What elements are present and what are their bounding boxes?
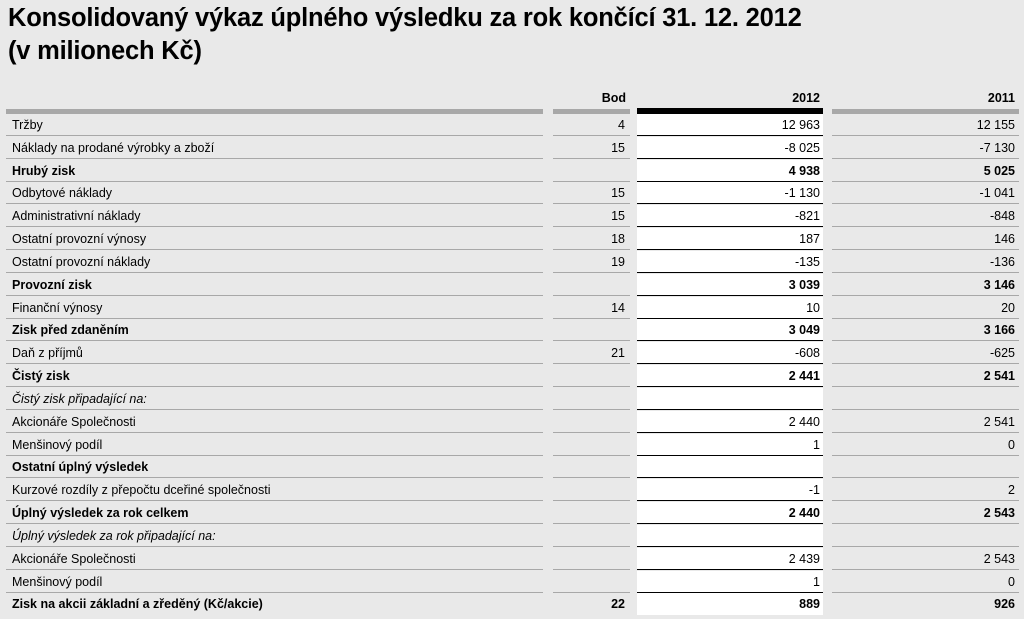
row-value-2011: 0 bbox=[832, 434, 1019, 456]
column-header-bod: Bod bbox=[601, 91, 626, 105]
row-bod: 14 bbox=[553, 297, 630, 319]
row-value-2011 bbox=[832, 388, 1019, 410]
row-label: Náklady na prodané výrobky a zboží bbox=[6, 137, 543, 159]
row-value-2011: 2 543 bbox=[832, 548, 1019, 570]
row-bod: 15 bbox=[553, 205, 630, 227]
row-value-2011 bbox=[832, 456, 1019, 478]
row-value-2012: -1 bbox=[637, 479, 823, 501]
table-row bbox=[0, 593, 1024, 615]
table-row bbox=[0, 479, 1024, 501]
row-value-2012: -135 bbox=[637, 251, 823, 273]
row-value-2011: 3 146 bbox=[832, 274, 1019, 296]
row-label: Akcionáře Společnosti bbox=[6, 411, 543, 433]
row-value-2012: -821 bbox=[637, 205, 823, 227]
row-value-2012: 2 441 bbox=[637, 365, 823, 387]
row-value-2012 bbox=[637, 456, 823, 478]
row-value-2012 bbox=[637, 388, 823, 410]
row-label: Provozní zisk bbox=[6, 274, 543, 296]
table-row bbox=[0, 571, 1024, 593]
row-bod bbox=[553, 502, 630, 524]
table-row bbox=[0, 160, 1024, 182]
row-value-2011: -625 bbox=[832, 342, 1019, 364]
table-row bbox=[0, 342, 1024, 364]
table-row bbox=[0, 525, 1024, 547]
row-label: Zisk na akcii základní a zředěný (Kč/akcie) bbox=[12, 597, 263, 612]
row-bod bbox=[553, 456, 630, 478]
row-bod bbox=[553, 525, 630, 547]
row-bod bbox=[553, 365, 630, 387]
row-value-2011: 2 541 bbox=[832, 411, 1019, 433]
row-value-2012: 3 049 bbox=[637, 319, 823, 341]
row-label: Ostatní provozní náklady bbox=[6, 251, 543, 273]
page-title bbox=[8, 2, 802, 68]
row-label: Finanční výnosy bbox=[6, 297, 543, 319]
row-value-2011: 2 543 bbox=[832, 502, 1019, 524]
row-label: Úplný výsledek za rok připadající na: bbox=[6, 525, 543, 547]
row-bod bbox=[553, 411, 630, 433]
table-row bbox=[0, 182, 1024, 204]
row-bod bbox=[553, 548, 630, 570]
row-value-2011: -136 bbox=[832, 251, 1019, 273]
row-bod: 15 bbox=[553, 182, 630, 204]
row-value-2012 bbox=[637, 525, 823, 547]
row-bod: 15 bbox=[553, 137, 630, 159]
table-row bbox=[0, 548, 1024, 570]
row-bod: 19 bbox=[553, 251, 630, 273]
row-label: Úplný výsledek za rok celkem bbox=[6, 502, 543, 524]
row-bod: 18 bbox=[553, 228, 630, 250]
table-row bbox=[0, 456, 1024, 478]
row-label: Akcionáře Společnosti bbox=[6, 548, 543, 570]
row-value-2012: -608 bbox=[637, 342, 823, 364]
table-row bbox=[0, 434, 1024, 456]
row-value-2011 bbox=[832, 525, 1019, 547]
row-label: Menšinový podíl bbox=[6, 571, 543, 593]
table-row bbox=[0, 228, 1024, 250]
row-bod: 22 bbox=[611, 597, 625, 612]
row-label: Menšinový podíl bbox=[6, 434, 543, 456]
table-row bbox=[0, 411, 1024, 433]
table-row bbox=[0, 205, 1024, 227]
row-bod bbox=[553, 388, 630, 410]
row-value-2012: 2 440 bbox=[637, 502, 823, 524]
row-label: Kurzové rozdíly z přepočtu dceřiné společnosti bbox=[6, 479, 543, 501]
row-bod: 4 bbox=[553, 114, 630, 136]
row-value-2012: 2 439 bbox=[637, 548, 823, 570]
row-value-2011: 20 bbox=[832, 297, 1019, 319]
row-bod bbox=[553, 571, 630, 593]
table-row bbox=[0, 502, 1024, 524]
row-value-2012: 187 bbox=[637, 228, 823, 250]
column-header-2011: 2011 bbox=[987, 91, 1015, 105]
row-label: Ostatní provozní výnosy bbox=[6, 228, 543, 250]
row-value-2012: 1 bbox=[637, 434, 823, 456]
table-row bbox=[0, 137, 1024, 159]
row-value-2011: 3 166 bbox=[832, 319, 1019, 341]
row-bod bbox=[553, 434, 630, 456]
row-bod bbox=[553, 479, 630, 501]
table-row bbox=[0, 297, 1024, 319]
row-value-2011: 926 bbox=[994, 597, 1015, 612]
row-label: Ostatní úplný výsledek bbox=[6, 456, 543, 478]
table-row bbox=[0, 274, 1024, 296]
row-label: Čistý zisk připadající na: bbox=[6, 388, 543, 410]
row-value-2011: 12 155 bbox=[832, 114, 1019, 136]
row-bod bbox=[553, 319, 630, 341]
row-value-2012: -1 130 bbox=[637, 182, 823, 204]
row-label: Hrubý zisk bbox=[6, 160, 543, 182]
table-row bbox=[0, 251, 1024, 273]
row-bod bbox=[553, 274, 630, 296]
row-value-2011: 146 bbox=[832, 228, 1019, 250]
row-label: Daň z příjmů bbox=[6, 342, 543, 364]
row-value-2011: -848 bbox=[832, 205, 1019, 227]
row-value-2012: 1 bbox=[637, 571, 823, 593]
row-label: Tržby bbox=[6, 114, 543, 136]
row-bod bbox=[553, 160, 630, 182]
table-row bbox=[0, 114, 1024, 136]
table-row bbox=[0, 388, 1024, 410]
row-bod: 21 bbox=[553, 342, 630, 364]
row-value-2011: 0 bbox=[832, 571, 1019, 593]
row-value-2011: 2 541 bbox=[832, 365, 1019, 387]
row-value-2011: -7 130 bbox=[832, 137, 1019, 159]
title-line-1: Konsolidovaný výkaz úplného výsledku za rok končící 31. 12. 2012 bbox=[8, 4, 802, 32]
row-value-2012: 2 440 bbox=[637, 411, 823, 433]
column-header-2012: 2012 bbox=[792, 91, 820, 105]
table-row bbox=[0, 319, 1024, 341]
row-label: Odbytové náklady bbox=[6, 182, 543, 204]
table-row bbox=[0, 365, 1024, 387]
row-label: Administrativní náklady bbox=[6, 205, 543, 227]
row-value-2012: 889 bbox=[637, 593, 823, 615]
row-value-2012: 4 938 bbox=[637, 160, 823, 182]
row-value-2012: 12 963 bbox=[637, 114, 823, 136]
row-value-2012: -8 025 bbox=[637, 137, 823, 159]
row-value-2011: 2 bbox=[832, 479, 1019, 501]
row-value-2012: 3 039 bbox=[637, 274, 823, 296]
row-value-2011: 5 025 bbox=[832, 160, 1019, 182]
title-line-2: (v milionech Kč) bbox=[8, 37, 202, 65]
row-value-2012: 10 bbox=[637, 297, 823, 319]
row-label: Čistý zisk bbox=[6, 365, 543, 387]
row-value-2011: -1 041 bbox=[832, 182, 1019, 204]
row-label: Zisk před zdaněním bbox=[6, 319, 543, 341]
